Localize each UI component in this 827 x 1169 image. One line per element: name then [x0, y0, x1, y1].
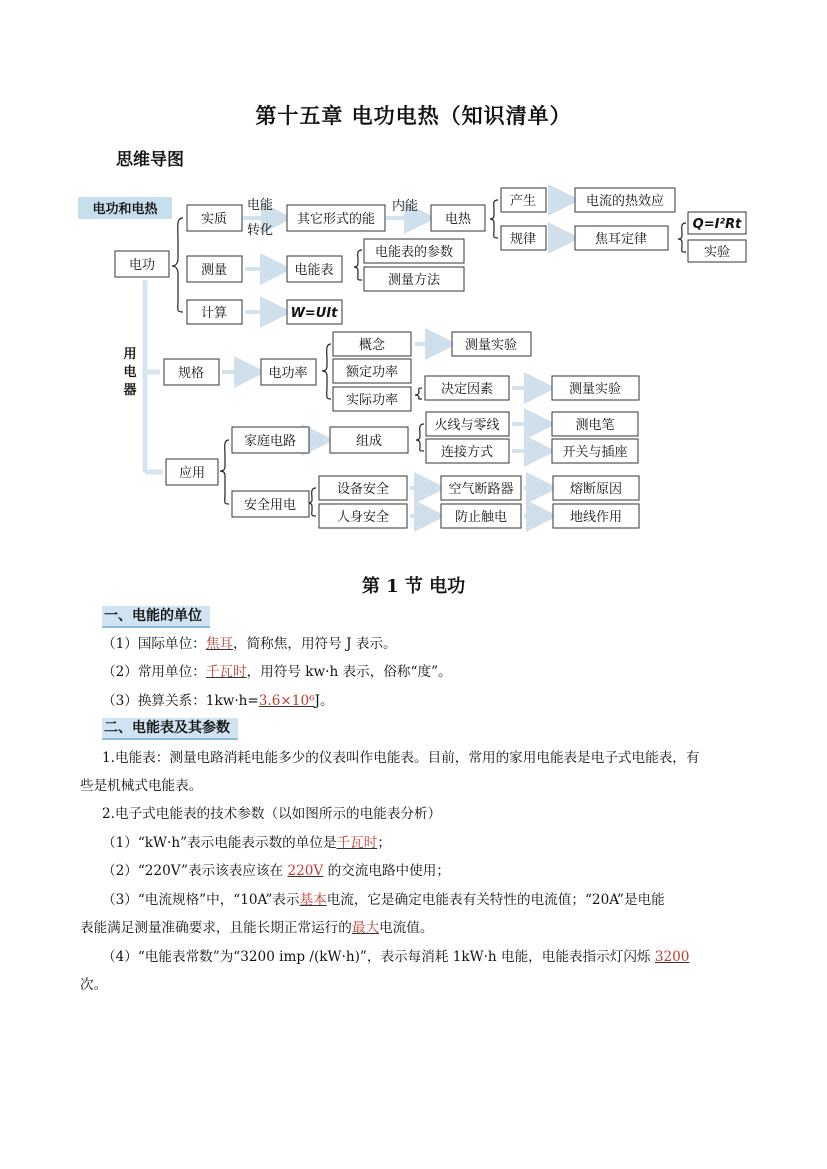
node-kaiguan: 开关与插座 — [562, 445, 628, 460]
node-jiaoer: 焦耳定律 — [594, 232, 648, 247]
answer-joule: 焦耳 — [205, 636, 233, 652]
node-lianjie: 连接方式 — [440, 445, 494, 460]
unit-line-3-post: J。 — [314, 693, 334, 709]
node-huoxian: 火线与零线 — [434, 418, 500, 433]
meter-item-4a-pre: （4）“电能表常数”为“3200 imp /(kW·h)”，表示每消耗 1kW·h 电能，电能表指示灯闪烁 — [102, 949, 655, 965]
node-shiji-gonglv: 实际功率 — [345, 393, 399, 408]
node-dian-gonglv: 电功率 — [268, 366, 308, 381]
mindmap-heading: 思维导图 — [116, 150, 184, 170]
meter-para-2: 2.电子式电能表的技术参数（以如图所示的电能表分析） — [102, 806, 442, 822]
node-kongqi: 空气断路器 — [448, 482, 514, 497]
mindmap-root: 电功和电热 — [92, 202, 158, 217]
meter-item-2-pre: （2）“220V”表示该表应该在 — [102, 863, 288, 879]
node-cedianbi: 测电笔 — [575, 418, 615, 433]
node-guilv: 规律 — [509, 232, 537, 247]
meter-item-4a — [102, 946, 689, 968]
heading-meter-params: 二、电能表及其参数 — [102, 718, 238, 740]
label-neineng: 内能 — [391, 199, 419, 214]
node-re-xiaoying: 电流的热效应 — [585, 194, 665, 209]
node-celiang-shiyan-1: 测量实验 — [464, 338, 518, 353]
node-anquan: 安全用电 — [243, 498, 297, 513]
heading-energy-units: 一、电能的单位 — [102, 606, 210, 628]
node-renshen: 人身安全 — [336, 510, 390, 525]
unit-line-2-post: ，用符号 kw·h 表示，俗称“度”。 — [246, 664, 452, 680]
answer-conversion: 3.6×10⁶ — [258, 693, 315, 709]
meter-item-2-post: 的交流电路中使用； — [323, 863, 450, 879]
node-guige: 规格 — [177, 366, 205, 381]
page-title: 第十五章 电功电热（知识清单） — [255, 103, 572, 128]
meter-item-1-post: ； — [377, 835, 391, 851]
node-dixian: 地线作用 — [569, 510, 623, 525]
label-dianneng: 电能 — [246, 198, 274, 213]
node-fangzhi: 防止触电 — [454, 510, 508, 525]
node-celiang: 测量 — [200, 263, 228, 278]
node-jueding: 决定因素 — [440, 382, 494, 397]
node-celiang-fangfa: 测量方法 — [387, 273, 441, 288]
node-eding-gonglv: 额定功率 — [345, 365, 399, 380]
node-diangong: 电功 — [128, 258, 156, 273]
mind-map-diagram — [0, 0, 827, 540]
unit-line-3-pre: （3）换算关系：1kw·h= — [102, 693, 259, 709]
meter-item-4b: 次。 — [80, 977, 108, 993]
meter-item-3b-post: 电流值。 — [379, 920, 434, 936]
unit-line-3 — [102, 690, 334, 712]
node-shebei: 设备安全 — [336, 482, 390, 497]
meter-item-3b-pre: 表能满足测量准确要求，且能长期正常运行的 — [80, 920, 352, 936]
label-dian: 电 — [123, 365, 137, 380]
answer-kwh: 千瓦时 — [205, 664, 247, 680]
node-shizhi: 实质 — [200, 212, 228, 227]
unit-line-1-post: ，简称焦，用符号 J 表示。 — [233, 636, 397, 652]
meter-item-1-pre: （1）“kW·h”表示电能表示数的单位是 — [102, 835, 337, 851]
unit-line-2-pre: （2）常用单位： — [102, 664, 206, 680]
node-formula-q: Q=I²Rt — [692, 217, 742, 232]
meter-item-3a — [102, 889, 665, 911]
node-qita: 其它形式的能 — [296, 212, 376, 227]
section-title: 第 1 节 电功 — [361, 576, 466, 597]
answer-item-2: 220V — [287, 863, 324, 879]
meter-item-3a-post: 电流，它是确定电能表有关特性的电流值；“20A”是电能 — [326, 892, 665, 908]
node-zucheng: 组成 — [355, 434, 383, 449]
node-biao-canshu: 电能表的参数 — [374, 245, 454, 260]
node-jiating: 家庭电路 — [243, 434, 297, 449]
meter-para-1a: 1.电能表：测量电路消耗电能多少的仪表叫作电能表。目前，常用的家用电能表是电子式电能表，有 — [102, 750, 700, 766]
node-dianre: 电热 — [444, 212, 472, 227]
unit-line-2 — [102, 661, 452, 683]
answer-item-4: 3200 — [654, 949, 690, 965]
node-shiyan: 实验 — [703, 245, 731, 260]
node-celiang-shiyan-2: 测量实验 — [568, 382, 622, 397]
unit-line-1-pre: （1）国际单位： — [102, 636, 206, 652]
node-formula-w: W=UIt — [290, 306, 338, 321]
meter-para-1b: 些是机械式电能表。 — [80, 778, 203, 794]
label-yong: 用 — [123, 347, 137, 362]
label-zhuanhua: 转化 — [246, 223, 274, 238]
node-gainian: 概念 — [358, 338, 386, 353]
node-diannengbiao: 电能表 — [294, 263, 334, 278]
answer-item-3a: 基本 — [299, 892, 327, 908]
node-rongduan: 熔断原因 — [569, 482, 623, 497]
label-qi: 器 — [123, 383, 137, 398]
meter-item-2 — [102, 860, 450, 882]
answer-item-1: 千瓦时 — [336, 835, 378, 851]
node-chansheng: 产生 — [509, 194, 537, 209]
unit-line-1 — [102, 633, 397, 655]
node-jisuan: 计算 — [200, 306, 228, 321]
answer-item-3b: 最大 — [351, 920, 380, 936]
meter-item-3a-pre: （3）“电流规格”中，“10A”表示 — [102, 892, 300, 908]
meter-item-1 — [102, 832, 391, 854]
node-yingyong: 应用 — [178, 466, 206, 481]
meter-item-3b — [80, 917, 433, 939]
